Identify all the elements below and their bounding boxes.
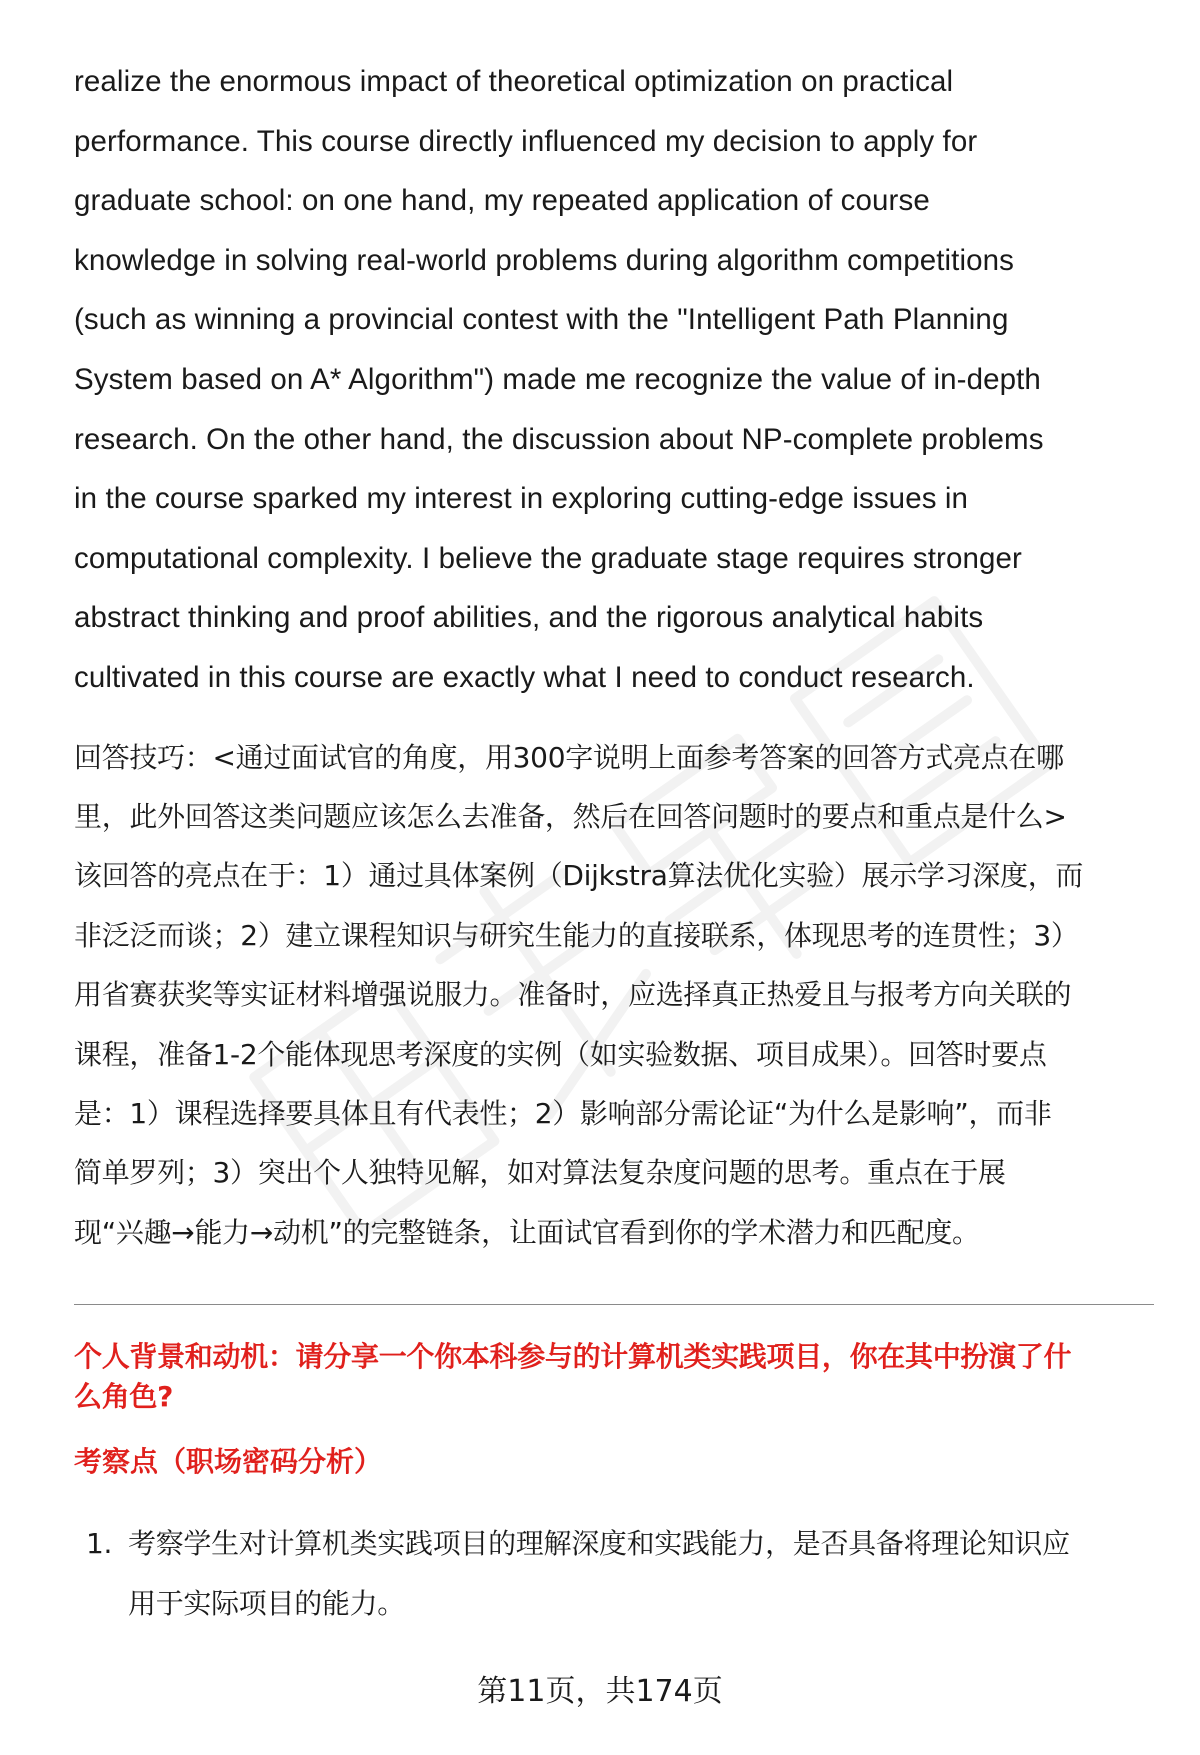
tips-line: 该回答的亮点在于：1）通过具体案例（Dijkstra算法优化实验）展示学习深度，而 [74,859,1084,893]
list-item-line: 考察学生对计算机类实践项目的理解深度和实践能力，是否具备将理论知识应 [128,1527,1070,1561]
tips-line: 里，此外回答这类问题应该怎么去准备，然后在回答问题时的要点和重点是什么> [74,799,1067,833]
list-item-number: 1. [86,1527,113,1561]
tips-line: 现“兴趣→能力→动机”的完整链条，让面试官看到你的学术潜力和匹配度。 [74,1215,980,1249]
list-item [74,1514,1154,1633]
question-line: 个人背景和动机：请分享一个你本科参与的计算机类实践项目，你在其中扮演了什 [74,1340,1072,1374]
english-line: in the course sparked my interest in exploring cutting-edge issues in [74,482,969,516]
tips-line: 非泛泛而谈；2）建立课程知识与研究生能力的直接联系，体现思考的连贯性；3） [74,918,1079,952]
section-divider [74,1304,1154,1305]
tips-line: 是：1）课程选择要具体且有代表性；2）影响部分需论证“为什么是影响”，而非 [74,1096,1052,1130]
english-line: computational complexity. I believe the graduate stage requires stronger [74,541,1022,575]
question-line: 么角色? [74,1380,174,1414]
english-line: performance. This course directly influenced my decision to apply for [74,124,978,158]
english-line: knowledge in solving real-world problems during algorithm competitions [74,243,1014,277]
tips-line: 简单罗列；3）突出个人独特见解，如对算法复杂度问题的思考。重点在于展 [74,1156,1006,1190]
english-line: graduate school: on one hand, my repeated application of course [74,184,930,218]
question-heading [74,1337,1154,1417]
tips-line: 用省赛获奖等实证材料增强说服力。准备时，应选择真正热爱且与报考方向关联的 [74,978,1072,1012]
english-line: (such as winning a provincial contest with the "Intelligent Path Planning [74,303,1009,337]
document-page [74,52,1154,1633]
english-line: abstract thinking and proof abilities, and the rigorous analytical habits [74,601,984,635]
english-answer-paragraph [74,52,1154,708]
english-line: cultivated in this course are exactly what I need to conduct research. [74,660,975,694]
english-line: research. On the other hand, the discussion about NP-complete problems [74,422,1044,456]
answer-tips-paragraph [74,728,1154,1263]
english-line: System based on A* Algorithm") made me recognize the value of in-depth [74,362,1041,396]
assessment-points-list [74,1514,1154,1633]
assessment-points-title: 考察点（职场密码分析） [74,1445,383,1479]
english-line: realize the enormous impact of theoretical optimization on practical [74,65,954,98]
list-item-line: 用于实际项目的能力。 [128,1586,406,1620]
tips-line: 课程，准备1-2个能体现思考深度的实例（如实验数据、项目成果）。回答时要点 [74,1037,1047,1071]
page-number-footer: 第11页，共174页 [477,1674,723,1709]
tips-line: 回答技巧：<通过面试官的角度，用300字说明上面参考答案的回答方式亮点在哪 [74,740,1064,774]
